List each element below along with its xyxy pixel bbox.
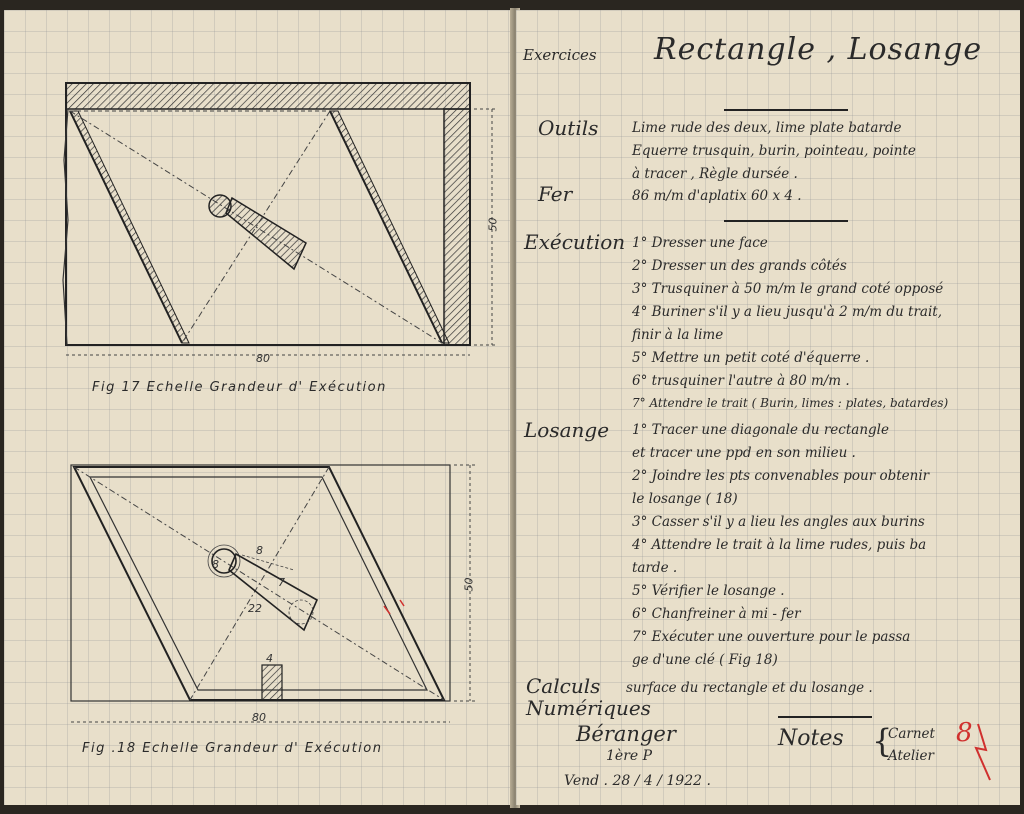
execution-step-4: 4° Buriner s'il y a lieu jusqu'à 2 m/m du trait, (632, 304, 942, 320)
fig18-dim-b: 7 (278, 576, 285, 589)
losange-step-1-cont: et tracer une ppd en son milieu . (632, 445, 856, 461)
losange-step-5: 5° Vérifier le losange . (632, 583, 785, 599)
losange-step-1: 1° Tracer une diagonale du rectangle (632, 422, 889, 438)
outils-line-3: à tracer , Règle dursée . (632, 166, 798, 182)
numeriques-label: Numériques (526, 696, 651, 720)
fig18-dim-d: 22 (248, 602, 262, 615)
execution-step-2: 2° Dresser un des grands côtés (632, 258, 847, 274)
title-prefix: Exercices (523, 46, 597, 64)
execution-step-4-cont: finir à la lime (632, 327, 724, 343)
date-text: Vend . 28 / 4 / 1922 . (564, 773, 711, 789)
fig17-caption: Fig 17 Echelle Grandeur d' Exécution (92, 380, 387, 395)
notes-item-atelier: Atelier (888, 748, 935, 764)
execution-step-6: 6° trusquiner l'autre à 80 m/m . (632, 373, 850, 389)
execution-step-3: 3° Trusquiner à 50 m/m le grand coté opposé (632, 281, 944, 297)
fer-text: 86 m/m d'aplatix 60 x 4 . (632, 188, 802, 204)
fig18-dim-c: 8 (212, 558, 219, 571)
outils-line-2: Equerre trusquin, burin, pointeau, pointe (632, 143, 916, 159)
notes-item-carnet: Carnet (888, 726, 935, 742)
losange-step-6: 6° Chanfreiner à mi - fer (632, 606, 801, 622)
fig18-drawing (71, 465, 476, 722)
student-name: Béranger (576, 722, 676, 746)
grade-stroke (972, 720, 996, 790)
execution-step-7: 7° Attendre le trait ( Burin, limes : plates, batardes) (632, 396, 949, 410)
calculs-text: surface du rectangle et du losange . (626, 680, 873, 696)
fig18-dim-e: 4 (266, 652, 273, 665)
losange-label: Losange (524, 418, 610, 442)
fig18-dim-a: 8 (256, 544, 263, 557)
notes-brace: { (872, 722, 893, 760)
fig18-height-dim: 50 (462, 577, 476, 592)
right-page (516, 10, 1020, 805)
losange-step-3: 3° Casser s'il y a lieu les angles aux burins (632, 514, 925, 530)
losange-step-2-cont: le losange ( 18) (632, 491, 738, 507)
losange-step-7-cont: ge d'une clé ( Fig 18) (632, 652, 778, 668)
notes-label: Notes (778, 726, 844, 751)
calculs-label: Calculs (526, 674, 601, 698)
fig18-caption: Fig .18 Echelle Grandeur d' Exécution (82, 741, 383, 756)
title-underline (724, 109, 848, 111)
student-class: 1ère P (606, 748, 653, 764)
technical-drawings (4, 10, 514, 805)
calculs-underline (778, 716, 872, 718)
fig18-width-dim: 80 (252, 711, 266, 724)
losange-step-4-cont: tarde . (632, 560, 678, 576)
fer-label: Fer (538, 182, 573, 206)
losange-step-2: 2° Joindre les pts convenables pour obtenir (632, 468, 930, 484)
losange-step-7: 7° Exécuter une ouverture pour le passa (632, 629, 911, 645)
left-page (4, 10, 514, 805)
outils-line-1: Lime rude des deux, lime plate batarde (632, 120, 902, 136)
page-title: Rectangle , Losange (654, 32, 983, 67)
fig17-height-dim: 50 (486, 217, 500, 232)
execution-label: Exécution (524, 230, 626, 254)
fer-underline (724, 220, 848, 222)
losange-step-4: 4° Attendre le trait à la lime rudes, puis ba (632, 537, 927, 553)
outils-label: Outils (538, 116, 599, 140)
fig17-width-dim: 80 (256, 352, 270, 365)
execution-step-1: 1° Dresser une face (632, 235, 768, 251)
fig17-drawing (63, 83, 496, 355)
execution-step-5: 5° Mettre un petit coté d'équerre . (632, 350, 870, 366)
grade-mark: 8 (956, 718, 973, 748)
